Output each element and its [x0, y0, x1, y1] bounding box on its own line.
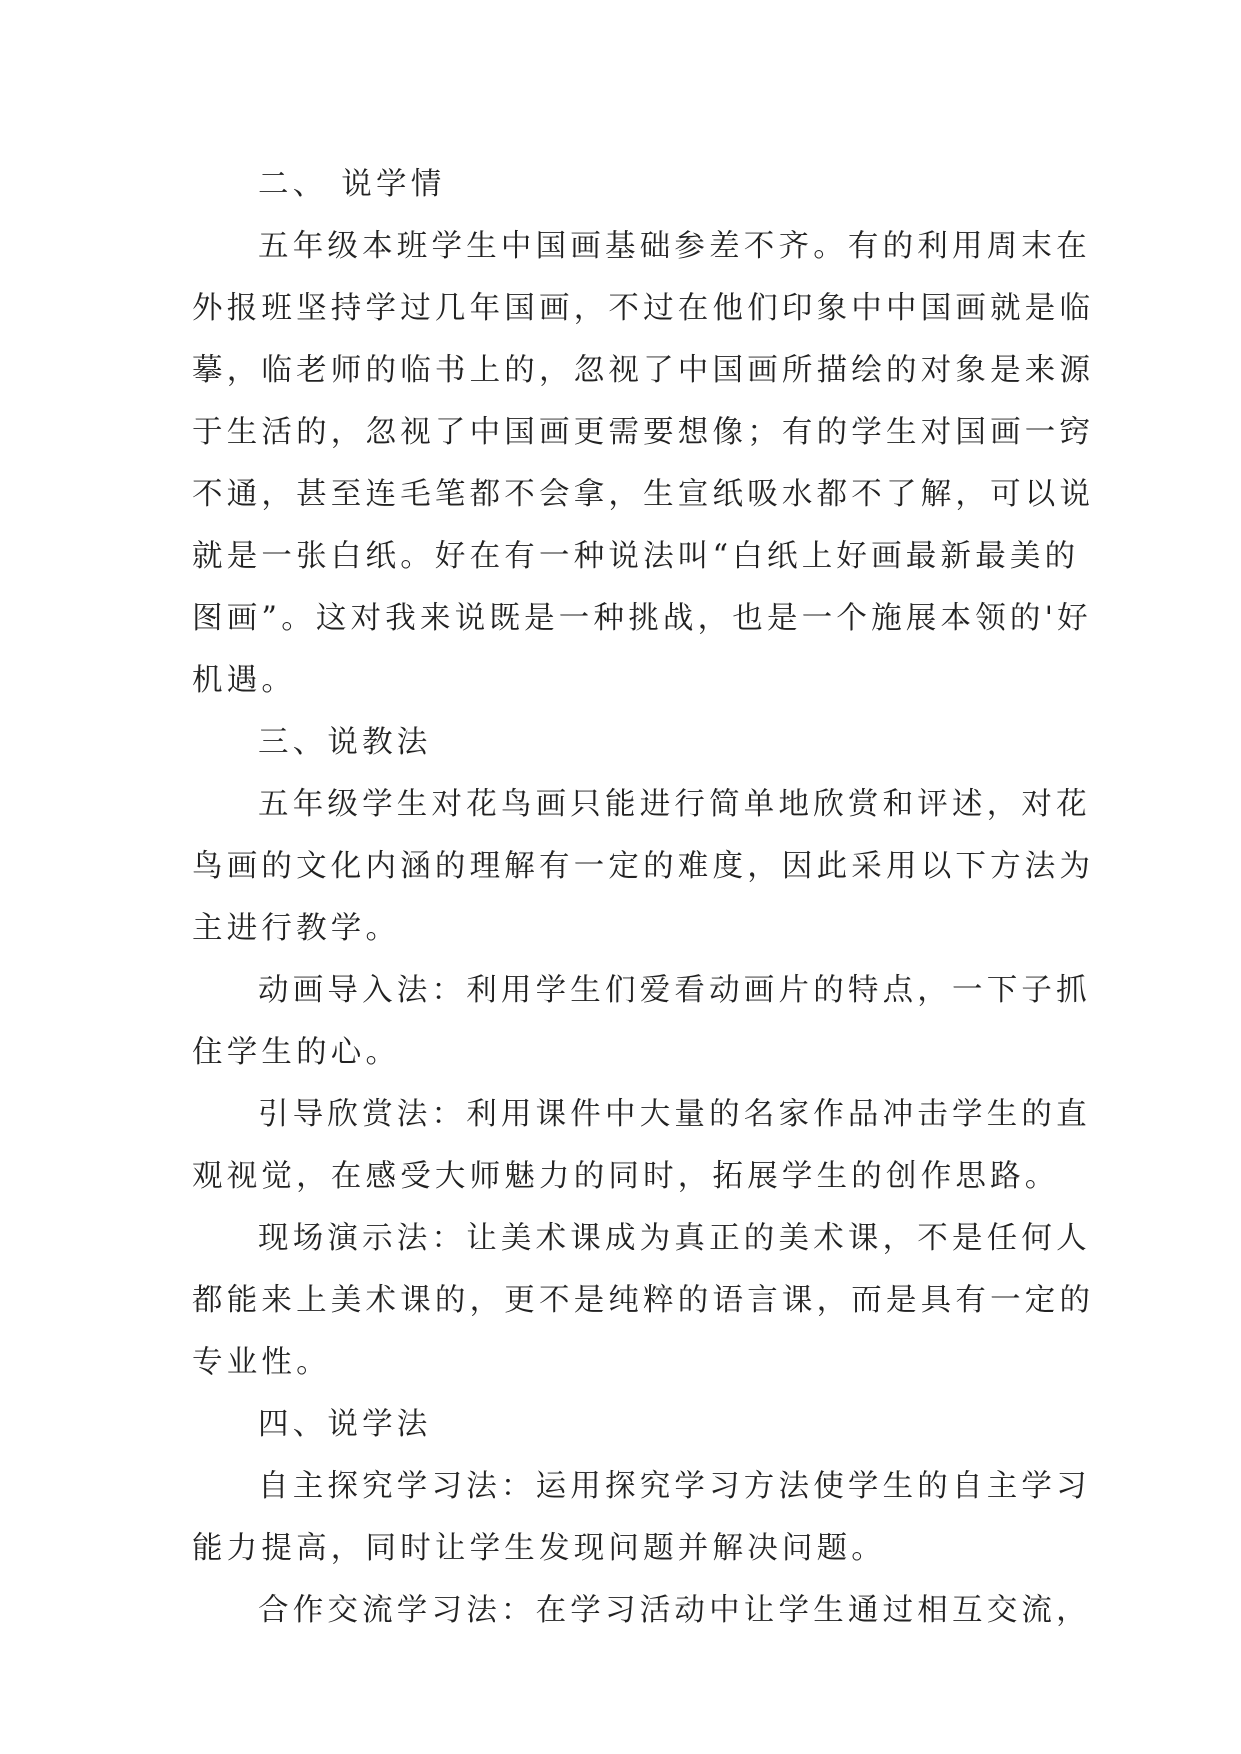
text-line: 摹，临老师的临书上的，忽视了中国画所描绘的对象是来源	[192, 353, 1095, 388]
text-line: 合作交流学习法：在学习活动中让学生通过相互交流，	[258, 1593, 1091, 1628]
section-heading-learning-situation: 二、 说学情	[258, 167, 446, 202]
text-line: 动画导入法：利用学生们爱看动画片的特点，一下子抓	[258, 973, 1091, 1008]
text-line: 专业性。	[192, 1345, 331, 1380]
paragraph-guided-appreciation-method	[192, 1084, 1091, 1208]
text-line: 五年级本班学生中国画基础参差不齐。有的利用周末在	[258, 229, 1091, 264]
paragraph-live-demonstration-method	[192, 1208, 1095, 1394]
paragraph-inquiry-learning-method	[192, 1456, 1091, 1580]
document-body	[192, 154, 1095, 1642]
text-line: 能力提高，同时让学生发现问题并解决问题。	[192, 1531, 886, 1566]
section-heading-teaching-methods: 三、说教法	[258, 725, 432, 760]
text-line: 外报班坚持学过几年国画，不过在他们印象中中国画就是临	[192, 291, 1095, 326]
text-line: 都能来上美术课的，更不是纯粹的语言课，而是具有一定的	[192, 1283, 1095, 1318]
paragraph-teaching-methods-intro	[192, 774, 1095, 960]
text-line: 住学生的心。	[192, 1035, 401, 1070]
text-line: 不通，甚至连毛笔都不会拿，生宣纸吸水都不了解，可以说	[192, 477, 1095, 512]
text-line: 自主探究学习法：运用探究学习方法使学生的自主学习	[258, 1469, 1091, 1504]
paragraph-cooperative-learning-method	[192, 1580, 1091, 1642]
text-line: 机遇。	[192, 663, 297, 698]
text-line: 于生活的，忽视了中国画更需要想像；有的学生对国画一窍	[192, 415, 1095, 450]
text-line: 引导欣赏法：利用课件中大量的名家作品冲击学生的直	[258, 1097, 1091, 1132]
paragraph-learning-situation	[192, 216, 1095, 712]
text-line: 就是一张白纸。好在有一种说法叫“白纸上好画最新最美的	[192, 539, 1080, 574]
text-line: 观视觉，在感受大师魅力的同时，拓展学生的创作思路。	[192, 1159, 1060, 1194]
text-line: 五年级学生对花鸟画只能进行简单地欣赏和评述，对花	[258, 787, 1091, 822]
text-line: 图画”。这对我来说既是一种挑战，也是一个施展本领的'好	[192, 601, 1092, 636]
text-line: 主进行教学。	[192, 911, 401, 946]
text-line: 鸟画的文化内涵的理解有一定的难度，因此采用以下方法为	[192, 849, 1095, 884]
paragraph-animation-intro-method	[192, 960, 1091, 1084]
section-heading-learning-methods: 四、说学法	[258, 1407, 432, 1442]
text-line: 现场演示法：让美术课成为真正的美术课，不是任何人	[258, 1221, 1091, 1256]
